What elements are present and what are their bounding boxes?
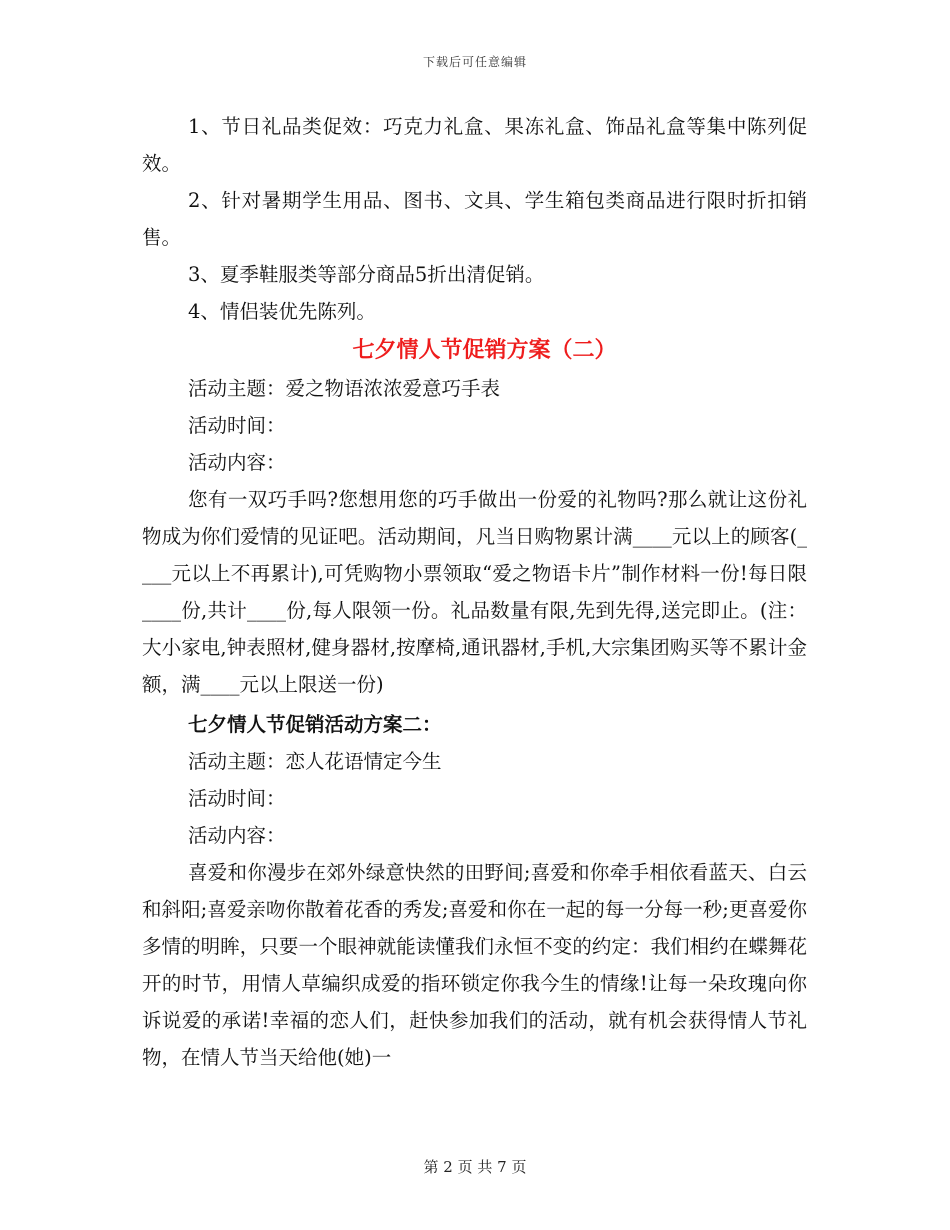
plan1-theme: 活动主题：爱之物语浓浓爱意巧手表: [188, 377, 501, 400]
page-header: 下载后可任意编辑: [422, 55, 527, 69]
page-footer: 第 2 页 共 7 页: [423, 1158, 527, 1176]
plan2-theme: 活动主题：恋人花语情定今生: [188, 750, 442, 773]
list-item-4: 4、情侣装优先陈列。: [188, 300, 376, 323]
plan1-body: 您有一双巧手吗?您想用您的巧手做出一份爱的礼物吗?那么就让这份礼物成为你们爱情的见证吧。活动期间，凡当日购物累计满____元以上的顾客(____元以上不再累计),可凭购物小票领取“爱之物语卡片”制作材料一份!每日限____份,共计____份,每人限领一份。礼品数量有限,先到先得,送完即止。(注：大小家电,钟表照材,健身器材,按摩椅,通讯器材,手机,大宗集团购买等不累计金额，满____元以上限送一份): [142, 488, 807, 696]
plan2-time: 活动时间：: [188, 787, 286, 810]
list-item-1: 1、节日礼品类促效：巧克力礼盒、果冻礼盒、饰品礼盒等集中陈列促效。: [142, 115, 807, 175]
list-item-2: 2、针对暑期学生用品、图书、文具、学生箱包类商品进行限时折扣销售。: [142, 189, 807, 249]
document-body: [142, 108, 807, 1076]
section-title: 七夕情人节促销方案（二）: [352, 337, 617, 363]
plan1-content-label: 活动内容：: [188, 451, 286, 474]
plan1-time: 活动时间：: [188, 414, 286, 437]
plan2-content-label: 活动内容：: [188, 824, 286, 847]
plan2-body: 喜爱和你漫步在郊外绿意快然的田野间;喜爱和你牵手相依看蓝天、白云和斜阳;喜爱亲吻你散着花香的秀发;喜爱和你在一起的每一分每一秒;更喜爱你多情的明眸，只要一个眼神就能读懂我们永恒不变的约定：我们相约在蝶舞花开的时节，用情人草编织成爱的指环锁定你我今生的情缘!让每一朵玫瑰向你诉说爱的承诺!幸福的恋人们，赶快参加我们的活动，就有机会获得情人节礼物，在情人节当天给他(她)一: [142, 861, 807, 1069]
plan2-heading: 七夕情人节促销活动方案二：: [188, 713, 442, 736]
list-item-3: 3、夏季鞋服类等部分商品5折出清促销。: [188, 263, 545, 286]
